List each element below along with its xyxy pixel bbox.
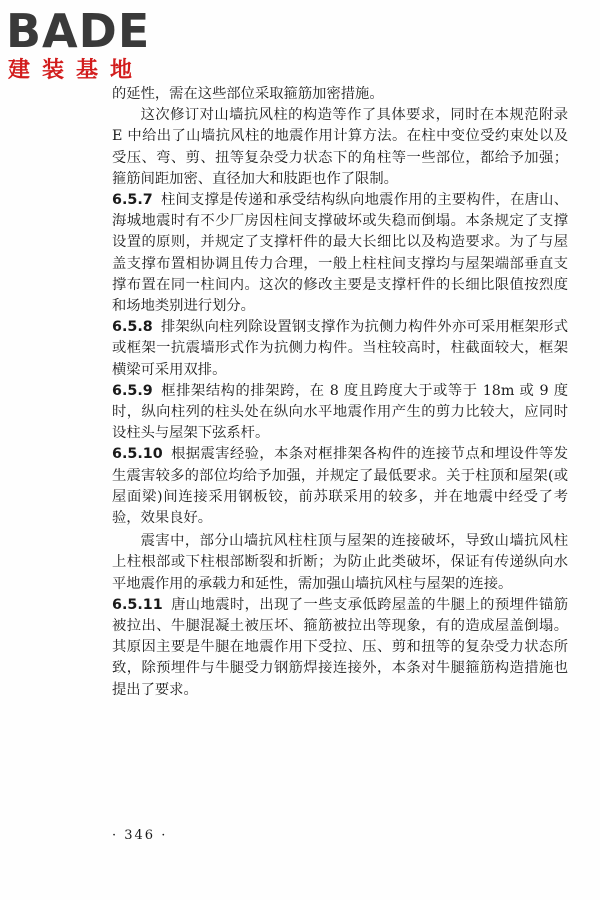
section-number: 6.5.8 [112, 319, 153, 336]
section-text: 柱间支撑是传递和承受结构纵向地震作用的主要构件，在唐山、海城地震时有不少厂房因柱间支撑破坏或失稳而倒塌。本条规定了支撑设置的原则，并规定了支撑杆件的最大长细比以及构造要求。为了与屋盖支撑布置相协调且传力合理，一般上柱柱间支撑均与屋架端部垂直支撑布置在同一柱间内。这次的修改主要是支撑杆件的长细比限值按烈度和场地类别进行划分。 [112, 192, 568, 315]
section-text: 根据震害经验，本条对框排架各构件的连接节点和埋设件等发生震害较多的部位均给予加强，并规定了最低要求。关于柱顶和屋架(或屋面梁)间连接采用钢板铰，前苏联采用的较多，并在地震中经受了考验，效果良好。 [112, 446, 568, 527]
paragraph-continuation [112, 84, 568, 105]
page-number: · 346 · [112, 828, 168, 843]
logo-subtitle: 建装基地 [8, 58, 145, 83]
logo-brand-text: BADE [6, 4, 151, 58]
paragraph [112, 105, 568, 190]
document-body [112, 84, 568, 701]
bade-logo [6, 6, 176, 88]
paragraph-text: 这次修订对山墙抗风柱的构造等作了具体要求，同时在本规范附录 E 中给出了山墙抗风柱的地震作用计算方法。在柱中变位受约束处以及受压、弯、剪、扭等复杂受力状态下的角柱等一些部位，都给予加强；箍筋间距加密、直径加大和肢距也作了限制。 [112, 107, 568, 187]
section-6-5-11 [112, 595, 568, 701]
paragraph-text: 的延性，需在这些部位采取箍筋加密措施。 [112, 86, 384, 102]
section-6-5-8 [112, 317, 568, 381]
section-number: 6.5.10 [112, 446, 163, 463]
section-number: 6.5.9 [112, 382, 153, 399]
section-number: 6.5.11 [112, 596, 163, 613]
section-text: 唐山地震时，出现了一些支承低跨屋盖的牛腿上的预埋件锚筋被拉出、牛腿混凝土被压坏、箍筋被拉出等现象，有的造成屋盖倒塌。其原因主要是牛腿在地震作用下受拉、压、剪和扭等的复杂受力状态所致，除预埋件与牛腿受力钢筋焊接连接外，本条对牛腿箍筋构造措施也提出了要求。 [112, 596, 568, 698]
section-6-5-7 [112, 190, 568, 317]
section-text: 框排架结构的排架跨，在 8 度且跨度大于或等于 18m 或 9 度时，纵向柱列的柱头处在纵向水平地震作用产生的剪力比较大，应同时设柱头与屋架下弦系杆。 [112, 382, 568, 442]
section-text: 排架纵向柱列除设置钢支撑作为抗侧力构件外亦可采用框架形式或框架一抗震墙形式作为抗侧力构件。当柱较高时，柱截面较大，框架横梁可采用双排。 [112, 319, 568, 378]
paragraph-text: 震害中，部分山墙抗风柱柱顶与屋架的连接破坏，导致山墙抗风柱上柱根部或下柱根部断裂和折断；为防止此类破坏，保证有传递纵向水平地震作用的承载力和延性，需加强山墙抗风柱与屋架的连接。 [112, 533, 568, 592]
section-6-5-9 [112, 381, 568, 445]
section-6-5-10 [112, 444, 568, 529]
section-number: 6.5.7 [112, 192, 153, 209]
paragraph [112, 531, 568, 595]
